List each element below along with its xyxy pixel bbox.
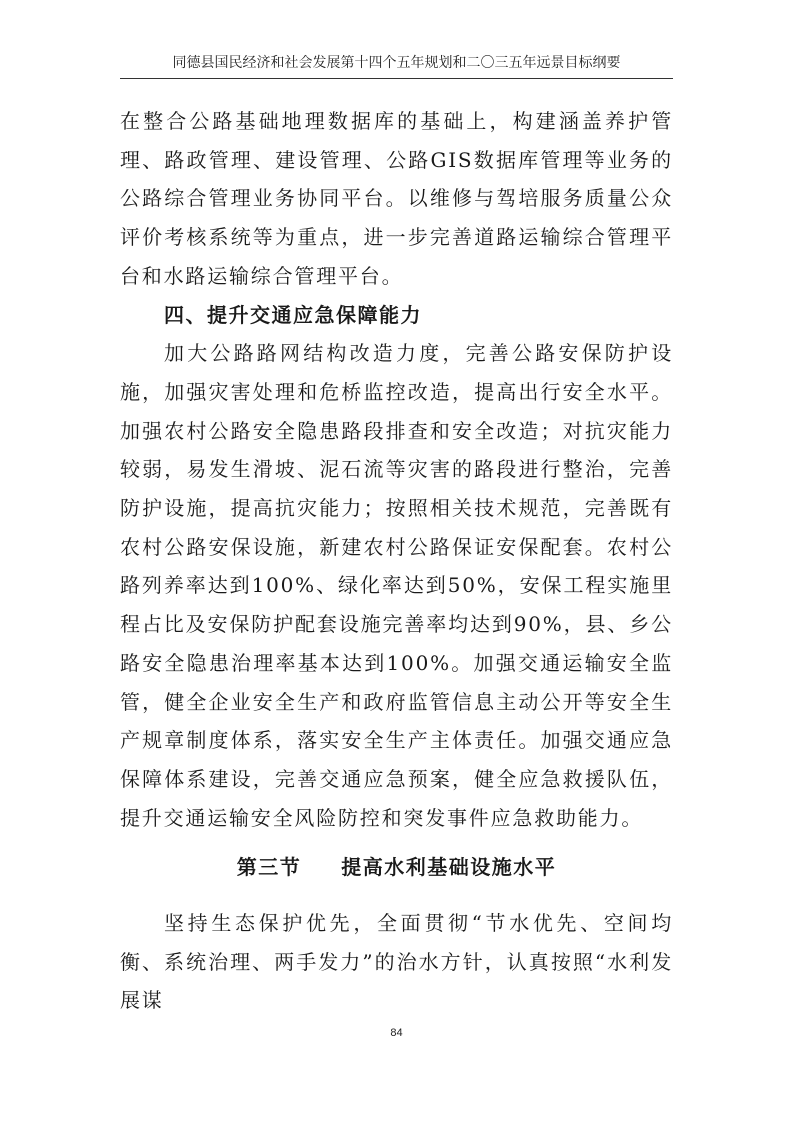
page-content: [120, 102, 673, 1020]
section-number: 第三节: [236, 855, 302, 880]
paragraph-road-management-platform: 在整合公路基础地理数据库的基础上，构建涵盖养护管理、路政管理、建设管理、公路GIS数据库管理等业务的公路综合管理业务协同平台。以维修与驾培服务质量公众评价考核系统等为重点，进一步完善道路运输综合管理平台和水路运输综合管理平台。: [120, 109, 673, 288]
paragraph-road-safety: 加大公路路网结构改造力度，完善公路安保防护设施，加强灾害处理和危桥监控改造，提高出行安全水平。加强农村公路安全隐患路段排查和安全改造；对抗灾能力较弱，易发生滑坡、泥石流等灾害的路段进行整治，完善防护设施，提高抗灾能力；按照相关技术规范，完善既有农村公路安保设施，新建农村公路保证安保配套。农村公路列养率达到100%、绿化率达到50%，安保工程实施里程占比及安保防护配套设施完善率均达到90%，县、乡公路安全隐患治理率基本达到100%。加强交通运输安全监管，健全企业安全生产和政府监管信息主动公开等安全生产规章制度体系，落实安全生产主体责任。加强交通应急保障体系建设，完善交通应急预案，健全应急救援队伍，提升交通运输安全风险防控和突发事件应急救助能力。: [120, 341, 673, 830]
subheading-emergency-capacity: 四、提升交通应急保障能力: [164, 302, 422, 327]
page-number: 84: [390, 1027, 403, 1039]
section-heading: [120, 848, 673, 887]
paragraph-water-conservancy: 坚持生态保护优先，全面贯彻“节水优先、空间均衡、系统治理、两手发力”的治水方针，认真按照“水利发展谋: [120, 911, 673, 1013]
running-header: 同德县国民经济和社会发展第十四个五年规划和二〇三五年远景目标纲要: [120, 48, 673, 79]
section-title: 提高水利基础设施水平: [341, 855, 557, 880]
